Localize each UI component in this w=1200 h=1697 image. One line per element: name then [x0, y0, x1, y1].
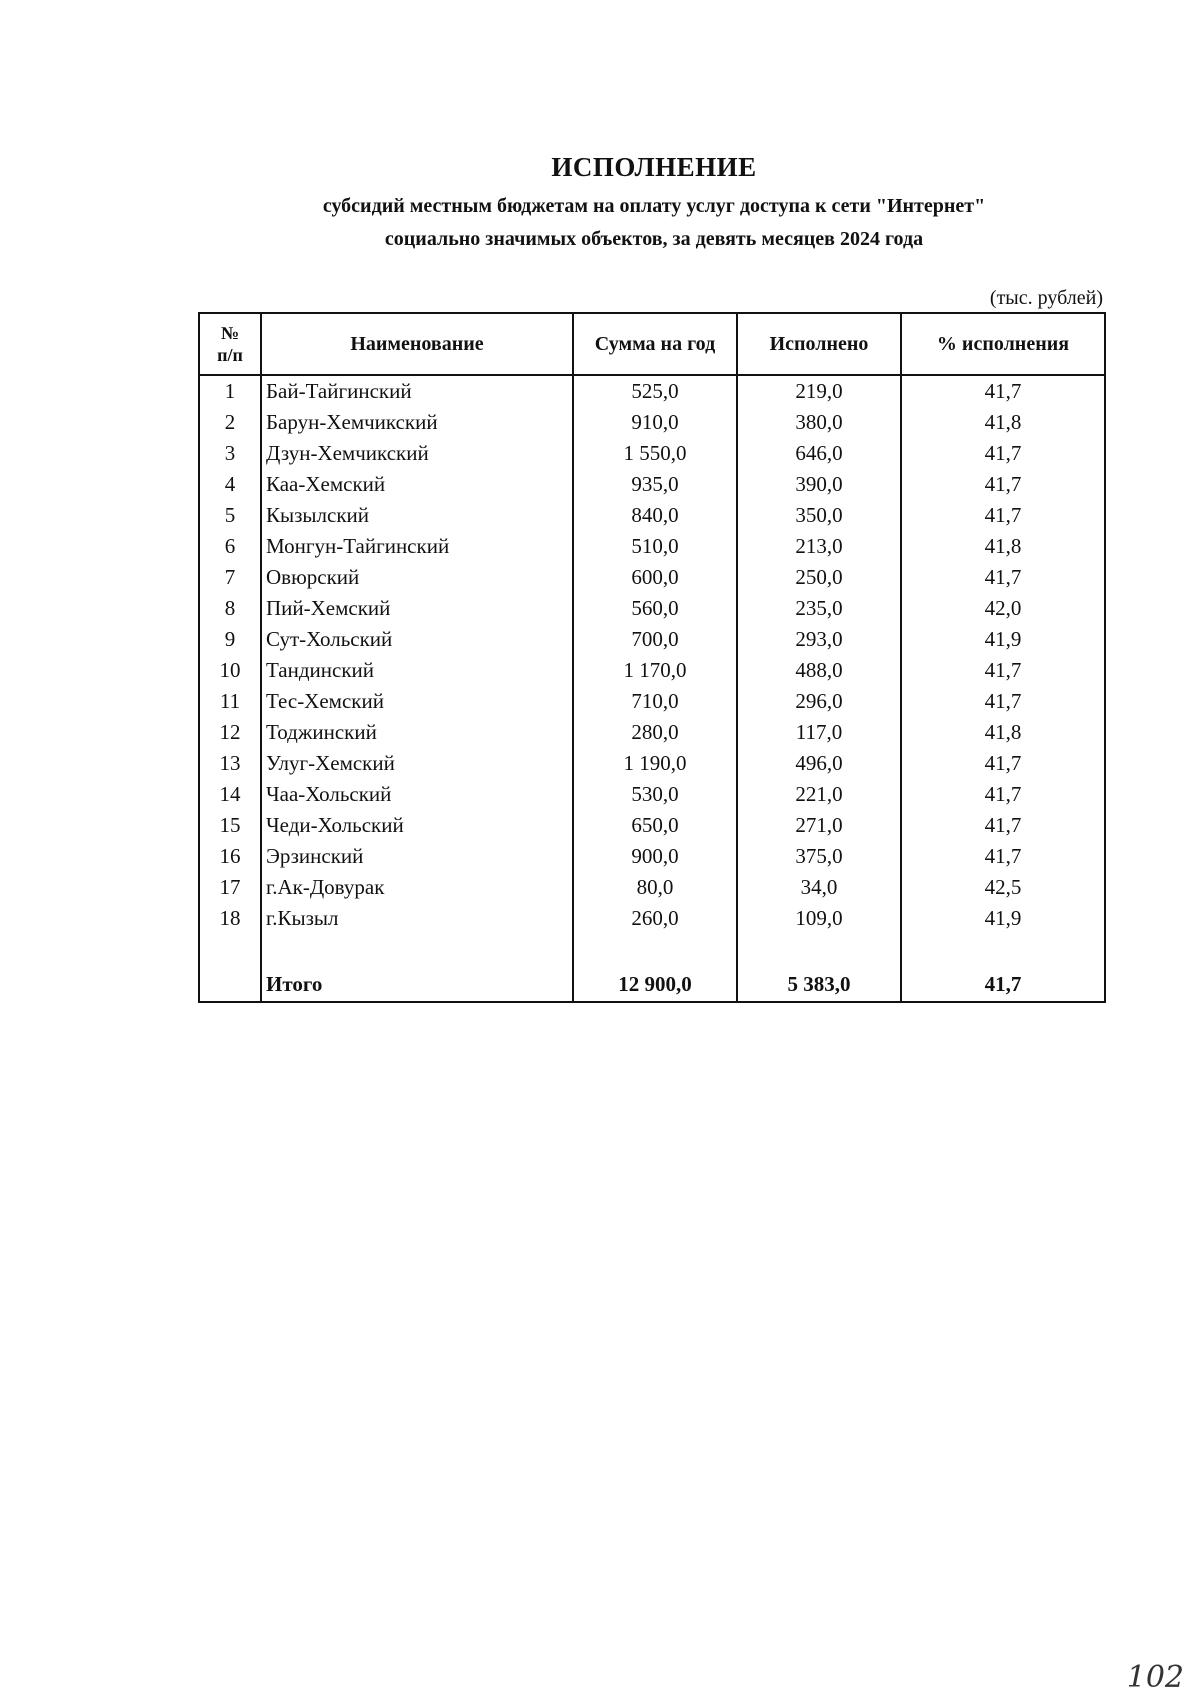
row-done: 271,0 [737, 810, 901, 841]
row-name: Бай-Тайгинский [261, 375, 573, 407]
row-num: 8 [199, 593, 261, 624]
row-sum: 650,0 [573, 810, 737, 841]
header-pct: % исполнения [901, 313, 1105, 375]
row-done: 34,0 [737, 872, 901, 903]
row-name: Сут-Хольский [261, 624, 573, 655]
row-sum: 1 550,0 [573, 438, 737, 469]
row-done: 350,0 [737, 500, 901, 531]
execution-table [198, 312, 1106, 1003]
row-num: 5 [199, 500, 261, 531]
table-row [199, 779, 1105, 810]
row-sum: 700,0 [573, 624, 737, 655]
row-name: Монгун-Тайгинский [261, 531, 573, 562]
total-row [199, 967, 1105, 1002]
row-pct: 41,7 [901, 841, 1105, 872]
table-row [199, 531, 1105, 562]
row-name: Тес-Хемский [261, 686, 573, 717]
table-row [199, 469, 1105, 500]
row-sum: 510,0 [573, 531, 737, 562]
table-row [199, 593, 1105, 624]
row-num: 11 [199, 686, 261, 717]
table-row [199, 438, 1105, 469]
row-sum: 910,0 [573, 407, 737, 438]
table-row [199, 810, 1105, 841]
table-row [199, 375, 1105, 407]
header-row [199, 313, 1105, 375]
table-row [199, 903, 1105, 934]
total-sum: 12 900,0 [573, 967, 737, 1002]
row-name: Улуг-Хемский [261, 748, 573, 779]
row-pct: 42,0 [901, 593, 1105, 624]
row-num: 3 [199, 438, 261, 469]
spacer-cell [573, 934, 737, 967]
row-done: 390,0 [737, 469, 901, 500]
row-pct: 41,7 [901, 686, 1105, 717]
total-pct: 41,7 [901, 967, 1105, 1002]
page-number: 102 [1126, 1660, 1184, 1695]
table-row [199, 407, 1105, 438]
row-done: 109,0 [737, 903, 901, 934]
spacer-cell [737, 934, 901, 967]
row-pct: 41,7 [901, 655, 1105, 686]
row-pct: 41,7 [901, 748, 1105, 779]
header-num [199, 313, 261, 375]
units-note: (тыс. рублей) [989, 287, 1103, 309]
row-num: 1 [199, 375, 261, 407]
row-done: 219,0 [737, 375, 901, 407]
row-done: 293,0 [737, 624, 901, 655]
row-sum: 900,0 [573, 841, 737, 872]
row-pct: 41,7 [901, 375, 1105, 407]
table-body [199, 375, 1105, 1002]
row-pct: 41,8 [901, 531, 1105, 562]
row-sum: 840,0 [573, 500, 737, 531]
row-name: Кызылский [261, 500, 573, 531]
header-num-line1: № [220, 323, 240, 343]
row-name: Пий-Хемский [261, 593, 573, 624]
subtitle-line-1: субсидий местным бюджетам на оплату услуг доступа к сети "Интернет" [322, 195, 986, 217]
header-name: Наименование [261, 313, 573, 375]
row-pct: 41,7 [901, 469, 1105, 500]
row-name: г.Ак-Довурак [261, 872, 573, 903]
row-name: Тандинский [261, 655, 573, 686]
row-sum: 525,0 [573, 375, 737, 407]
row-num: 18 [199, 903, 261, 934]
row-pct: 41,9 [901, 624, 1105, 655]
row-num: 2 [199, 407, 261, 438]
row-num: 13 [199, 748, 261, 779]
table-spacer-row [199, 934, 1105, 967]
spacer-cell [199, 934, 261, 967]
row-sum: 280,0 [573, 717, 737, 748]
table-row [199, 841, 1105, 872]
row-num: 7 [199, 562, 261, 593]
row-sum: 260,0 [573, 903, 737, 934]
row-num: 14 [199, 779, 261, 810]
header-done: Исполнено [737, 313, 901, 375]
row-done: 375,0 [737, 841, 901, 872]
row-pct: 41,7 [901, 500, 1105, 531]
total-done: 5 383,0 [737, 967, 901, 1002]
table-row [199, 624, 1105, 655]
row-pct: 41,7 [901, 562, 1105, 593]
row-done: 488,0 [737, 655, 901, 686]
table-row [199, 500, 1105, 531]
row-name: Чаа-Хольский [261, 779, 573, 810]
row-pct: 41,7 [901, 779, 1105, 810]
row-num: 9 [199, 624, 261, 655]
row-name: Овюрский [261, 562, 573, 593]
row-done: 235,0 [737, 593, 901, 624]
row-done: 646,0 [737, 438, 901, 469]
row-sum: 530,0 [573, 779, 737, 810]
table-row [199, 872, 1105, 903]
table-row [199, 562, 1105, 593]
row-name: Чеди-Хольский [261, 810, 573, 841]
table-row [199, 748, 1105, 779]
table-row [199, 686, 1105, 717]
row-done: 250,0 [737, 562, 901, 593]
row-name: г.Кызыл [261, 903, 573, 934]
row-sum: 80,0 [573, 872, 737, 903]
row-done: 380,0 [737, 407, 901, 438]
row-pct: 41,8 [901, 407, 1105, 438]
row-num: 16 [199, 841, 261, 872]
row-sum: 1 170,0 [573, 655, 737, 686]
row-name: Дзун-Хемчикский [261, 438, 573, 469]
row-num: 10 [199, 655, 261, 686]
table-row [199, 717, 1105, 748]
row-done: 296,0 [737, 686, 901, 717]
header-sum: Сумма на год [573, 313, 737, 375]
row-name: Эрзинский [261, 841, 573, 872]
row-name: Тоджинский [261, 717, 573, 748]
row-pct: 41,7 [901, 810, 1105, 841]
row-sum: 935,0 [573, 469, 737, 500]
spacer-cell [261, 934, 573, 967]
page-title: ИСПОЛНЕНИЕ [551, 152, 757, 182]
row-num: 6 [199, 531, 261, 562]
table-row [199, 655, 1105, 686]
row-done: 117,0 [737, 717, 901, 748]
row-done: 496,0 [737, 748, 901, 779]
row-sum: 710,0 [573, 686, 737, 717]
row-sum: 1 190,0 [573, 748, 737, 779]
row-name: Барун-Хемчикский [261, 407, 573, 438]
total-num-cell [199, 967, 261, 1002]
row-done: 213,0 [737, 531, 901, 562]
header-num-line2: п/п [217, 345, 243, 365]
row-name: Каа-Хемский [261, 469, 573, 500]
row-num: 12 [199, 717, 261, 748]
row-num: 15 [199, 810, 261, 841]
row-pct: 42,5 [901, 872, 1105, 903]
row-pct: 41,9 [901, 903, 1105, 934]
row-pct: 41,8 [901, 717, 1105, 748]
row-pct: 41,7 [901, 438, 1105, 469]
row-sum: 600,0 [573, 562, 737, 593]
execution-table-wrap [198, 312, 1104, 1003]
subtitle-line-2: социально значимых объектов, за девять месяцев 2024 года [384, 228, 924, 250]
spacer-cell [901, 934, 1105, 967]
row-done: 221,0 [737, 779, 901, 810]
row-num: 17 [199, 872, 261, 903]
row-sum: 560,0 [573, 593, 737, 624]
total-label: Итого [261, 967, 573, 1002]
row-num: 4 [199, 469, 261, 500]
table-header [199, 313, 1105, 375]
